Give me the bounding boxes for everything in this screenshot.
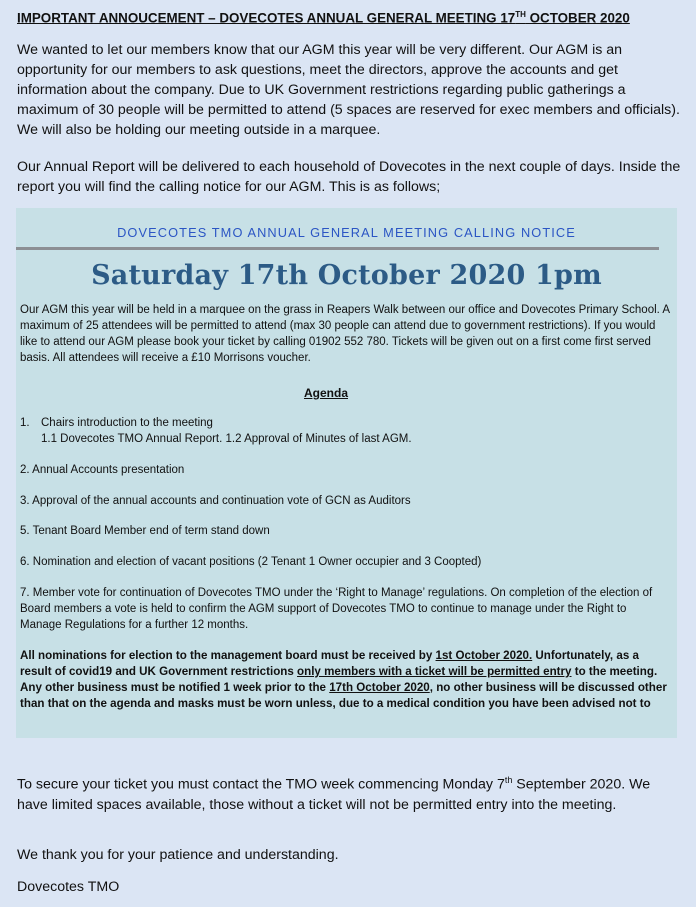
nomination-deadline: 1st October 2020.	[435, 649, 533, 662]
agenda-item-3: 3. Approval of the annual accounts and continuation vote of GCN as Auditors	[20, 495, 411, 507]
agenda-item-2: 2. Annual Accounts presentation	[20, 464, 185, 476]
intro-paragraph: We wanted to let our members know that our AGM this year will be very different. Our AGM is an opportunity for our members to ask questions, meet the directors, approve the accounts and get information about the company. Due to UK Government restrictions regarding public gatherings a maximum of 30 people will be permitted to attend (5 spaces are reserved for exec members and officials). We will also be holding our meeting outside in a marquee.	[17, 42, 680, 138]
meeting-date: Saturday 17th October 2020 1pm	[91, 260, 602, 291]
ticket-requirement: only members with a ticket will be permitted entry	[297, 665, 572, 678]
notice-title: DOVECOTES TMO ANNUAL GENERAL MEETING CALLING NOTICE	[117, 225, 576, 240]
agenda-title: Agenda	[303, 386, 348, 400]
announcement-heading	[17, 10, 630, 25]
agenda-item-6: 6. Nomination and election of vacant positions (2 Tenant 1 Owner occupier and 3 Coopted)	[20, 556, 482, 568]
nominations-text-4: , no other business will be discussed other than that on the agenda and masks must be worn unless, due to a medical condition you have been advised not to	[20, 681, 667, 710]
calling-notice-box	[16, 208, 677, 738]
thanks-paragraph: We thank you for your patience and understanding.	[17, 847, 339, 863]
heading-text: IMPORTANT ANNOUCEMENT – DOVECOTES ANNUAL GENERAL MEETING 17	[17, 10, 516, 26]
ticket-text-end: September 2020. We have limited spaces available, those without a ticket will not be permitted entry into the meeting.	[17, 776, 651, 813]
nominations-text-2: Unfortunately, as a result of covid19 and UK Government restrictions	[20, 649, 639, 678]
notice-divider	[16, 247, 659, 250]
ticket-superscript: th	[504, 775, 513, 785]
nominations-text-3: to the meeting. Any other business must be notified 1 week prior to the	[20, 665, 658, 694]
agenda-item-1	[20, 415, 670, 447]
notice-intro: Our AGM this year will be held in a marquee on the grass in Reapers Walk between our office and Dovecotes Primary School. A maximum of 25 attendees will be permitted to attend (max 30 people can attend due to government restrictions). If you would like to attend our AGM please book your ticket by calling 01902 552 780. Tickets will be given out on a first come first served basis. All attendees will receive a £10 Morrisons voucher.	[20, 304, 670, 364]
meeting-date-underlined: 17th October 2020	[329, 681, 430, 694]
annual-report-paragraph: Our Annual Report will be delivered to each household of Dovecotes in the next couple of days. Inside the report you will find the calling notice for our AGM. This is as follows;	[17, 159, 681, 195]
nominations-notice	[20, 648, 670, 712]
ticket-paragraph	[17, 770, 681, 815]
ticket-text: To secure your ticket you must contact the TMO week commencing Monday 7	[17, 776, 505, 793]
agenda-item-5: 5. Tenant Board Member end of term stand down	[20, 525, 270, 537]
nominations-text-1: All nominations for election to the management board must be received by	[20, 649, 436, 662]
agenda-item-1-text: Chairs introduction to the meeting	[41, 417, 213, 429]
agenda-item-1-sub: 1.1 Dovecotes TMO Annual Report. 1.2 Approval of Minutes of last AGM.	[41, 433, 412, 445]
heading-superscript: TH	[515, 10, 526, 19]
agenda-item-1-number: 1.	[20, 417, 30, 429]
agenda-item-7: 7. Member vote for continuation of Dovecotes TMO under the ‘Right to Manage’ regulations. On completion of the election of Board members a vote is held to confirm the AGM support of Dovecotes TMO to continue to manage under the Right to Manage Regulations for a further 12 months.	[20, 587, 653, 631]
heading-text-end: OCTOBER 2020	[525, 10, 630, 26]
signature: Dovecotes TMO	[17, 879, 120, 895]
